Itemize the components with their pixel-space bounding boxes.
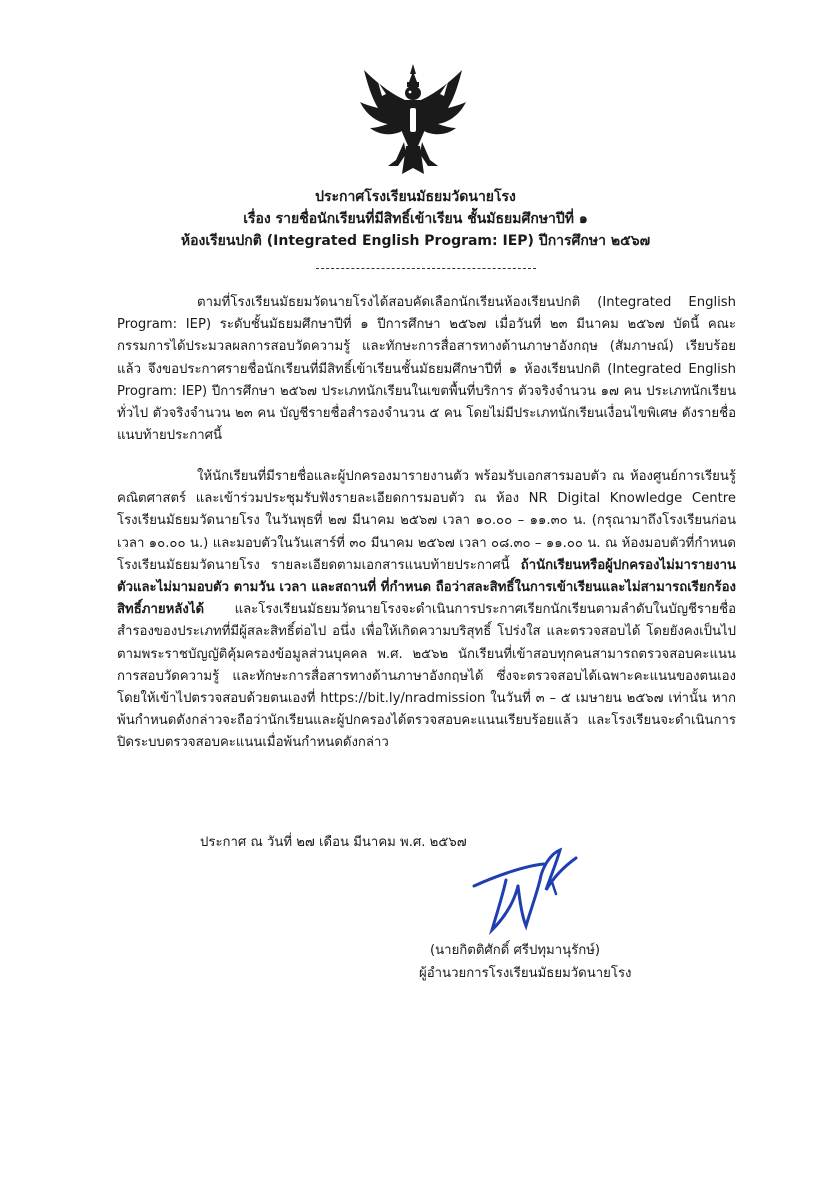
header-line-2: เรื่อง รายชื่อนักเรียนที่มีสิทธิ์เข้าเรียน ชั้นมัธยมศึกษาปีที่ ๑ xyxy=(243,211,588,227)
header-line-3: ห้องเรียนปกติ (Integrated English Program: IEP) ปีการศึกษา ๒๕๖๗ xyxy=(180,233,651,249)
paragraph-1: ตามที่โรงเรียนมัธยมวัดนายโรงได้สอบคัดเลือกนักเรียนห้องเรียนปกติ (Integrated English Program: IEP) ระดับชั้นมัธยมศึกษาปีที่ ๑ ปีการศึกษา ๒๕๖๗ เมื่อวันที่ ๒๓ มีนาคม ๒๕๖๗ บัดนี้ คณะกรรมการได้ประมวลผลการสอบวัดความรู้ และทักษะการสื่อสารทางด้านภาษาอังกฤษ (สัมภาษณ์) เรียบร้อยแล้ว จึงขอประกาศรายชื่อนักเรียนที่มีสิทธิ์เข้าเรียนชั้นมัธยมศึกษาปีที่ ๑ ห้องเรียนปกติ (Integrated English Program: IEP) ปีการศึกษา ๒๕๖๗ ประเภทนักเรียนในเขตพื้นที่บริการ ตัวจริงจำนวน ๑๗ คน ประเภทนักเรียนทั่วไป ตัวจริงจำนวน ๒๓ คน บัญชีรายชื่อสำรองจำนวน ๕ คน โดยไม่มีประเภทนักเรียนเงื่อนไขพิเศษ ดังรายชื่อแนบท้ายประกาศนี้ xyxy=(117,295,736,444)
signature-icon xyxy=(466,846,582,936)
paragraph-2-part-2: และโรงเรียนมัธยมวัดนายโรงจะดำเนินการประกาศเรียกนักเรียนตามลำดับในบัญชีรายชื่อสำรองของประเภทที่มีผู้สละสิทธิ์ต่อไป อนึ่ง เพื่อให้เกิดความบริสุทธิ์ โปร่งใส และตรวจสอบได้ โดยยังคงเป็นไปตามพระราชบัญญัติคุ้มครองข้อมูลส่วนบุคคล พ.ศ. ๒๕๖๒ นักเรียนที่เข้าสอบทุกคนสามารถตรวจสอบคะแนนการสอบวัดความรู้ และทักษะการสื่อสารทางด้านภาษาอังกฤษได้ ซึ่งจะตรวจสอบได้เฉพาะคะแนนของตนเอง โดยให้เข้าไปตรวจสอบด้วยตนเองที่ https://bit.ly/nradmission ในวันที่ ๓ – ๕ เมษายน ๒๕๖๗ เท่านั้น หากพ้นกำหนดดังกล่าวจะถือว่านักเรียนและผู้ปกครองได้ตรวจสอบคะแนนเรียบร้อยแล้ว และโรงเรียนจะดำเนินการปิดระบบตรวจสอบคะแนนเมื่อพ้นกำหนดดังกล่าว xyxy=(117,602,736,751)
signer-title: ผู้อำนวยการโรงเรียนมัธยมวัดนายโรง xyxy=(419,966,632,981)
header-divider xyxy=(316,268,536,269)
announcement-date: ประกาศ ณ วันที่ ๒๗ เดือน มีนาคม พ.ศ. ๒๕๖๗ xyxy=(200,835,467,850)
paragraph-2-bold-warning: ถ้านักเรียนหรือผู้ปกครองไม่มารายงานตัวและไม่มามอบตัว ตามวัน เวลา และสถานที่ ที่กำหนด ถือว่าสละสิทธิ์ในการเข้าเรียนและไม่สามารถเรียกร้องสิทธิ์ภายหลังได้ xyxy=(117,557,736,618)
paragraph-2-part-1: ให้นักเรียนที่มีรายชื่อและผู้ปกครองมารายงานตัว พร้อมรับเอกสารมอบตัว ณ ห้องศูนย์การเรียนรู้คณิตศาสตร์ และเข้าร่วมประชุมรับฟังรายละเอียดการมอบตัว ณ ห้อง NR Digital Knowledge Centre โรงเรียนมัธยมวัดนายโรง ในวันพุธที่ ๒๗ มีนาคม ๒๕๖๗ เวลา ๑๐.๐๐ – ๑๑.๓๐ น. (กรุณามาถึงโรงเรียนก่อนเวลา ๑๐.๐๐ น.) และมอบตัวในวันเสาร์ที่ ๓๐ มีนาคม ๒๕๖๗ เวลา ๐๘.๓๐ – ๑๑.๐๐ น. ณ ห้องมอบตัวที่กำหนด โรงเรียนมัธยมวัดนายโรง รายละเอียดตามเอกสารแนบท้ายประกาศนี้ xyxy=(117,469,736,573)
signer-name: (นายกิตติศักดิ์ ศรีปทุมานุรักษ์) xyxy=(430,943,601,958)
paragraph-2 xyxy=(117,466,736,755)
announcement-header xyxy=(0,186,831,252)
garuda-emblem-icon xyxy=(358,62,468,180)
header-line-1: ประกาศโรงเรียนมัธยมวัดนายโรง xyxy=(315,189,516,205)
